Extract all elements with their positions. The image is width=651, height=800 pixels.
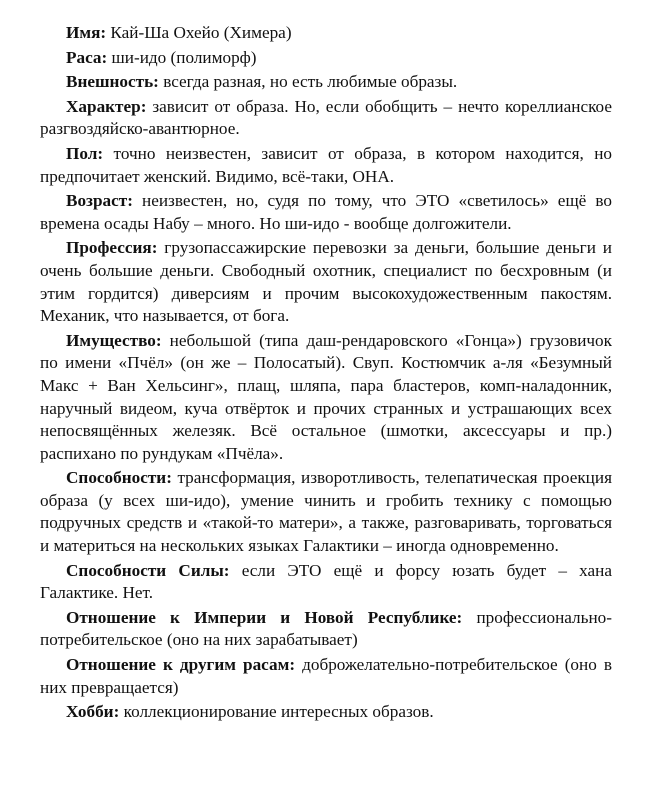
field-label: Отношение к другим расам: [66, 655, 296, 675]
field-value: трансформация, изворотливость, телепатическая проекция образа (у всех ши-идо), умение чинить и гробить технику с помощью подручных средств и «такой-то матери», а также, разговаривать, торговаться и материться на нескольких языках Галактики – иногда одновременно. [40, 468, 612, 556]
field-property [40, 330, 612, 466]
field-value: грузопассажирские перевозки за деньги, большие деньги и очень большие деньги. Свободный охотник, специалист по бесхровным (и этим гордится) диверсиям и прочим высокохудожественным пакостям. Механик, что называется, от бога. [40, 238, 612, 326]
field-label: Пол: [66, 143, 104, 163]
character-sheet [40, 22, 612, 726]
field-label: Возраст: [66, 191, 133, 211]
field-value: всегда разная, но есть любимые образы. [158, 72, 458, 92]
field-attitude-empire [40, 607, 612, 652]
field-label: Отношение к Империи и Новой Республике: [66, 607, 463, 627]
field-label: Способности: [66, 468, 172, 488]
field-appearance [40, 71, 612, 94]
field-label: Характер: [66, 96, 147, 116]
field-label: Раса: [66, 47, 108, 67]
field-value: если ЭТО ещё и форсу юзать будет – хана Галактике. Нет. [40, 560, 612, 603]
field-race [40, 47, 612, 70]
field-label: Имущество: [66, 330, 162, 350]
field-value: коллекционирование интересных образов. [119, 702, 434, 722]
field-value: неизвестен, но, судя по тому, что ЭТО «светилось» ещё во времена осады Набу – много. Но ши-идо - вообще долгожители. [40, 191, 612, 233]
field-hobby [40, 701, 612, 724]
field-label: Имя: [66, 23, 107, 42]
field-value: доброжелательно-потребительское (оно в них превращается) [40, 655, 612, 697]
field-value: Кай-Ша Охейо (Химера) [106, 23, 292, 42]
field-label: Хобби: [66, 702, 120, 722]
field-name [40, 22, 612, 45]
field-abilities [40, 467, 612, 557]
field-gender [40, 143, 612, 188]
field-value: небольшой (типа даш-рендаровского «Гонца») грузовичок по имени «Пчёл» (он же – Полосатый). Свуп. Костюмчик а-ля «Безумный Макс + Ван Хельсинг», плащ, шляпа, пара бластеров, комп-наладонник, наручный видеом, куча отвёрток и прочих странных и устрашающих всех непосвящённых железяк. Всё остальное (шмотки, аксессуары и пр.) распихано по рундукам «Пчёла». [40, 330, 612, 463]
field-value: зависит от образа. Но, если обобщить – нечто кореллианское разгвоздяйско-авантюрное. [40, 96, 612, 139]
field-label: Внешность: [66, 72, 159, 92]
field-label: Способности Силы: [66, 560, 230, 580]
field-value: профессионально-потребительское (оно на них зарабатывает) [40, 607, 612, 650]
field-attitude-races [40, 654, 612, 699]
field-character [40, 96, 612, 141]
field-label: Профессия: [66, 238, 158, 258]
field-value: ши-идо (полиморф) [107, 47, 257, 67]
field-profession [40, 237, 612, 327]
field-force-abilities [40, 560, 612, 605]
field-age [40, 190, 612, 235]
field-value: точно неизвестен, зависит от образа, в котором находится, но предпочитает женский. Видимо, всё-таки, ОНА. [40, 143, 612, 186]
